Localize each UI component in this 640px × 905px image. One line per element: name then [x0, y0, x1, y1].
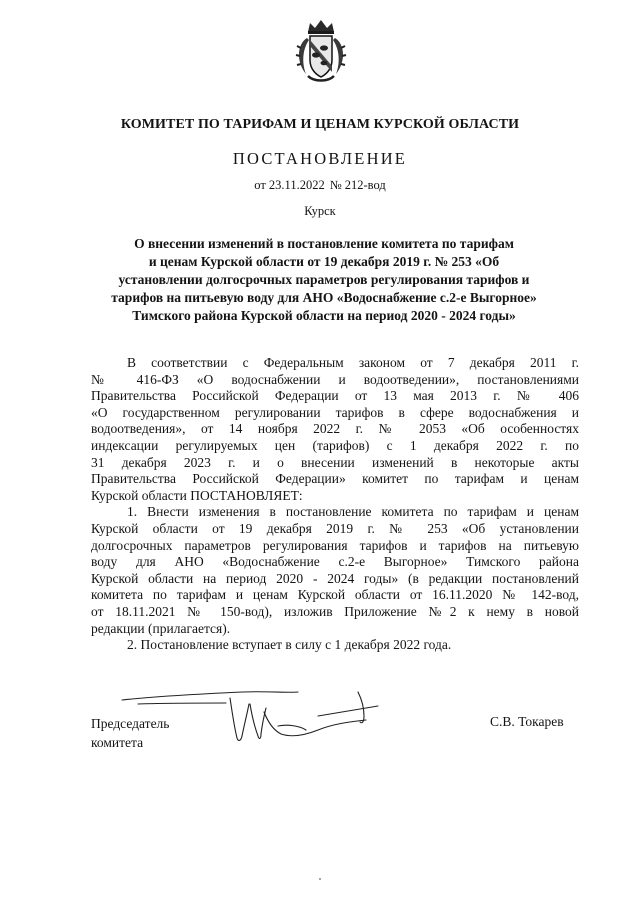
document-type: ПОСТАНОВЛЕНИЕ: [232, 149, 408, 168]
document-subject: [90, 235, 558, 325]
subject-line: установлении долгосрочных параметров регулирования тарифов и: [118, 272, 530, 287]
preamble-line: 31 декабря 2023 г. и о внесении изменений в некоторые акты: [91, 454, 579, 470]
subject-line: Тимского района Курской области на период 2020 - 2024 годы»: [132, 308, 516, 323]
document-date: от 23.11.2022: [254, 178, 325, 192]
signer-position-line: Председатель: [91, 716, 170, 731]
signer-position-line: комитета: [91, 735, 144, 750]
subject-line: О внесении изменений в постановление комитета по тарифам: [134, 236, 514, 251]
item1-line: Курской области от 19 декабря 2019 г. № 253 «Об установлении: [91, 520, 579, 536]
item1-line: редакции (прилагается).: [91, 620, 231, 636]
date-number-line: [0, 178, 640, 193]
subject-line: и ценам Курской области от 19 декабря 2019 г. № 253 «Об: [148, 254, 500, 269]
item1-line: комитета по тарифам и ценам Курской области от 16.11.2020 № 142-вод,: [91, 587, 579, 603]
preamble-line: Правительства Российской Федерации» комитет по тарифам и ценам: [91, 471, 579, 487]
preamble-line: «О государственном регулировании тарифов в сфере водоснабжения и: [91, 404, 579, 420]
committee-name: КОМИТЕТ ПО ТАРИФАМ И ЦЕНАМ КУРСКОЙ ОБЛАСТИ: [120, 117, 520, 132]
item1-line: от 18.11.2021 № 150-вод), изложив Приложение №2 к нему в новой: [91, 603, 579, 619]
item1-line: Курской области на период 2020 - 2024 годы» (в редакции постановлений: [91, 570, 579, 586]
preamble-line: водоотведения», от 14 ноября 2022 г. № 2053 «Об особенностях: [91, 421, 579, 437]
signer-position: [91, 714, 169, 752]
item1-line: воду для АНО «Водоснабжение с.2-е Выгорное» Тимского района: [91, 554, 579, 570]
city: Курск: [304, 204, 336, 218]
preamble-line: В соответствии с Федеральным законом от 7 декабря 2011 г.: [127, 355, 579, 370]
item1-line: 1. Внести изменения в постановление комитета по тарифам и ценам: [127, 504, 579, 520]
document-body: [91, 355, 579, 654]
item2-line: 2. Постановление вступает в силу с 1 декабря 2022 года.: [127, 637, 452, 653]
signer-name: С.В. Токарев: [490, 714, 564, 729]
preamble-line: Курской области ПОСТАНОВЛЯЕТ:: [91, 487, 303, 503]
subject-line: тарифов на питьевую воду для АНО «Водоснабжение с.2-е Выгорное»: [111, 290, 537, 305]
preamble-line: № 416-ФЗ «О водоснабжении и водоотведении», постановлениями: [91, 371, 579, 387]
item1-line: долгосрочных параметров регулирования тарифов и тарифов на питьевую: [91, 537, 579, 553]
scan-speck: [319, 878, 321, 880]
preamble-line: Правительства Российской Федерации от 13 мая 2013 г. № 406: [91, 388, 579, 404]
document-number: № 212-вод: [329, 178, 386, 192]
preamble-line: индексации регулируемых цен (тарифов) с 1 декабря 2022 г. по: [91, 437, 579, 453]
kursk-coat-of-arms-icon: [294, 18, 348, 84]
